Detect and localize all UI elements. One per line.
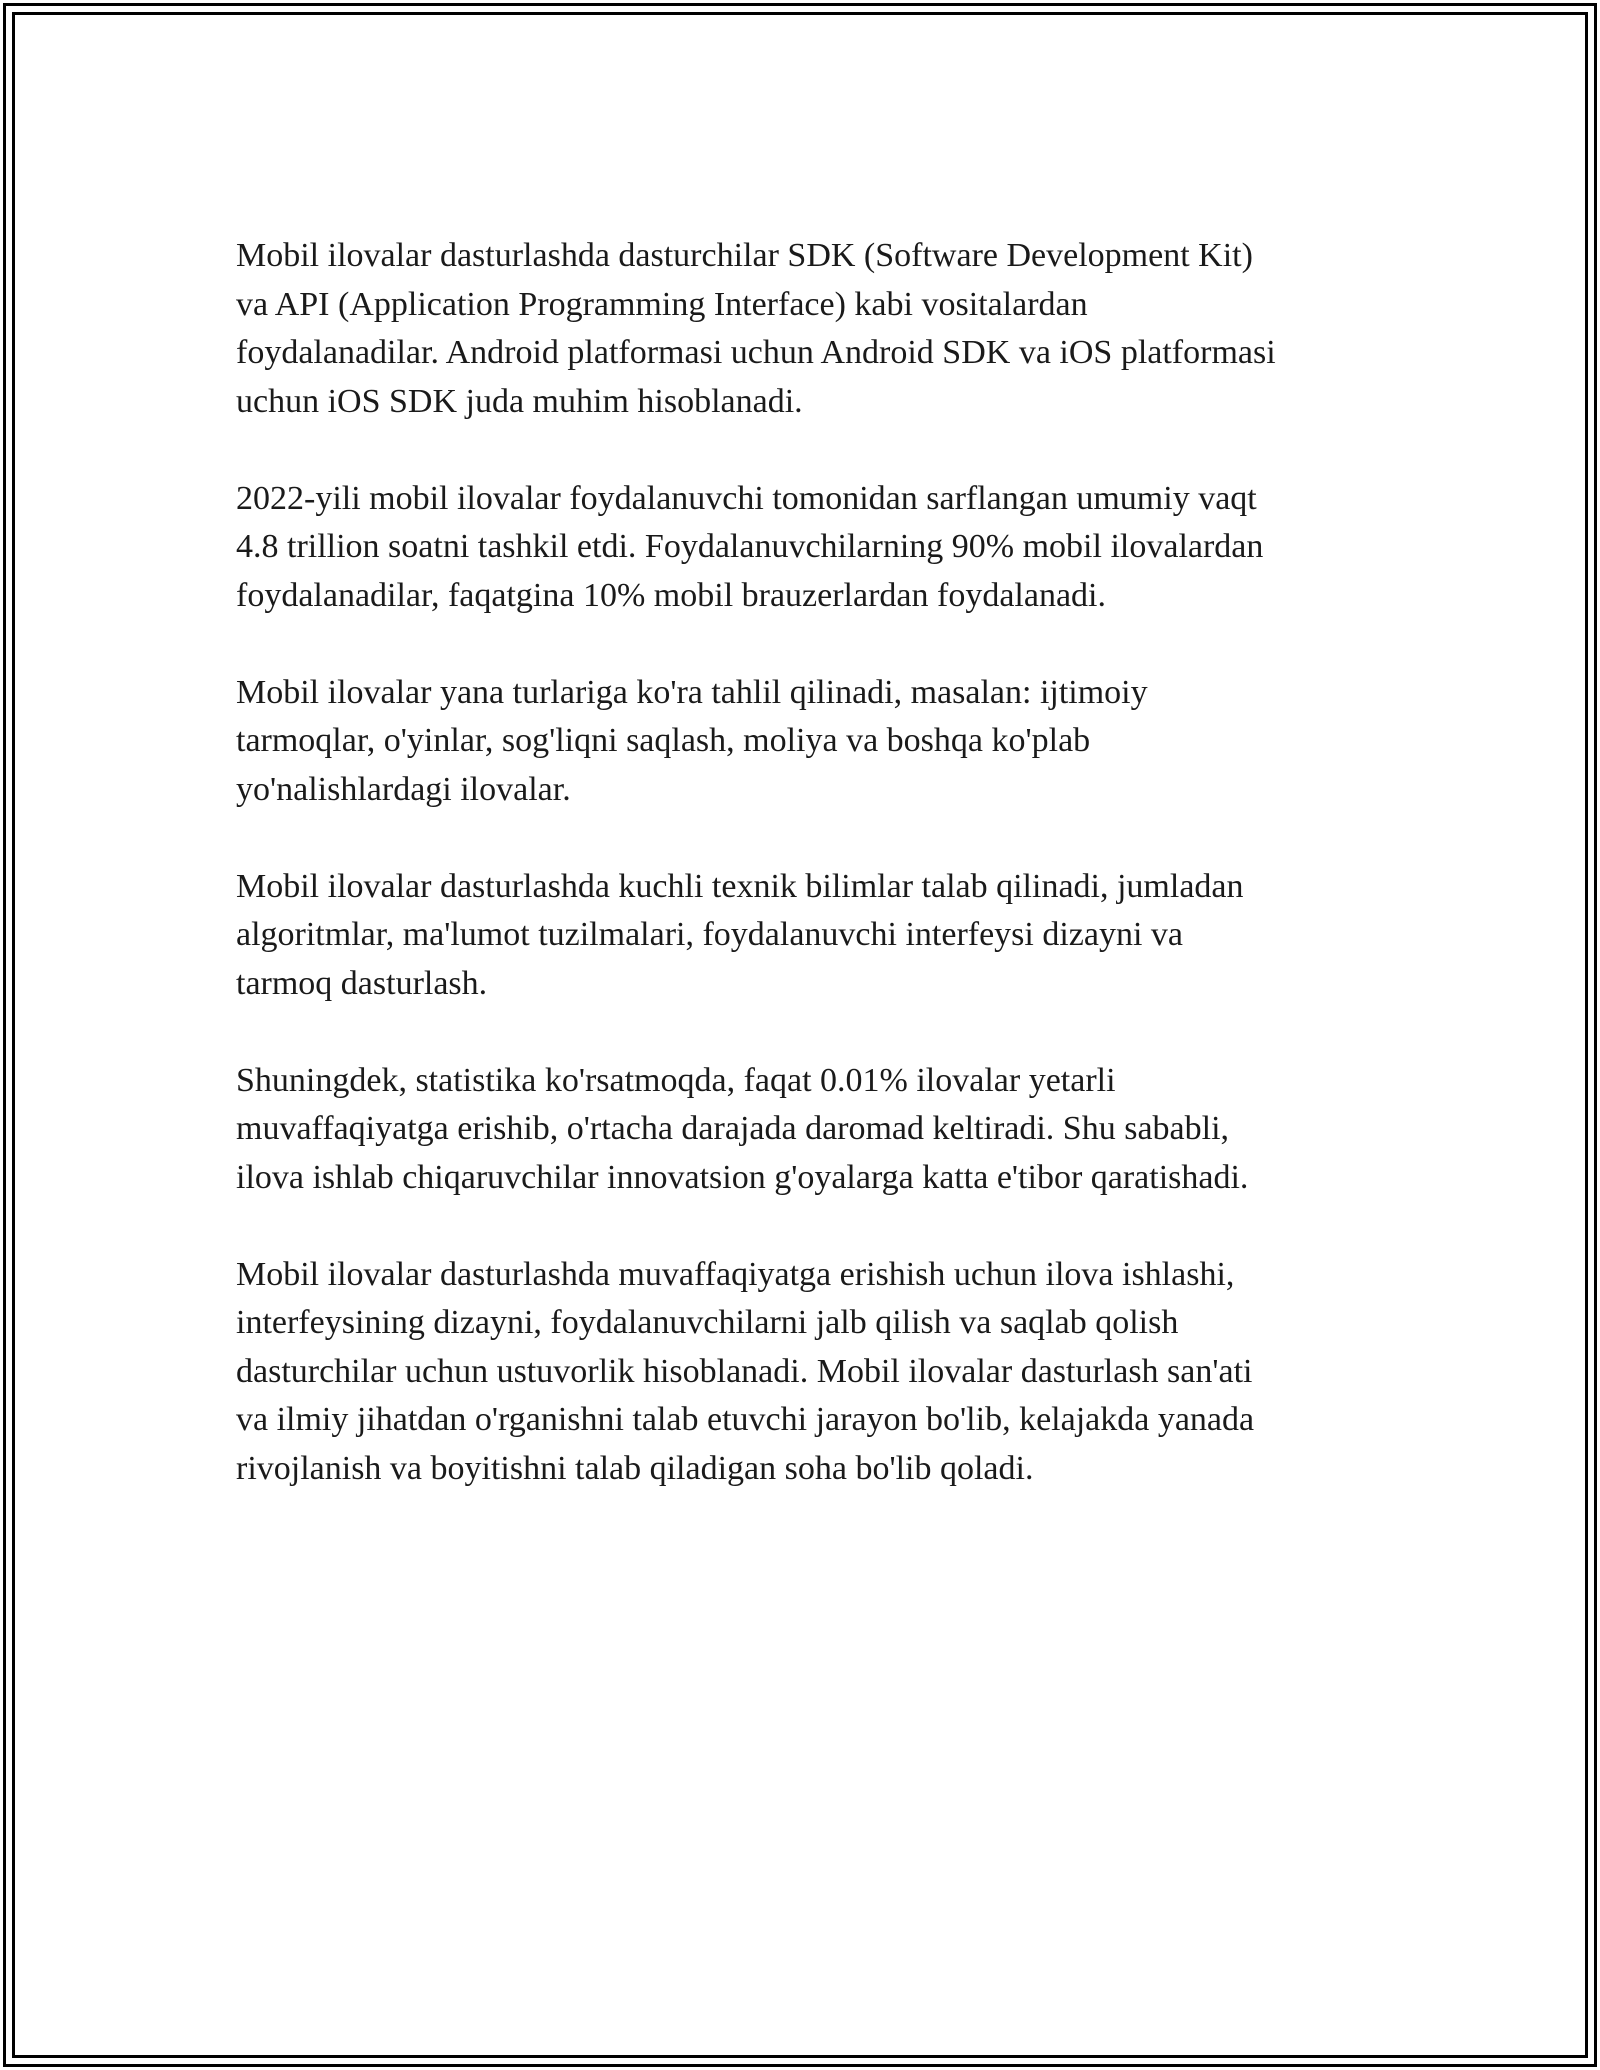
paragraph-app-categories: Mobil ilovalar yana turlariga ko'ra tahlil qilinadi, masalan: ijtimoiy tarmoqlar, o'yinlar, sog'liqni saqlash, moliya va boshqa ko'plab yo'nalishlardagi ilovalar. <box>236 673 1148 808</box>
paragraph-conclusion: Mobil ilovalar dasturlashda muvaffaqiyatga erishish uchun ilova ishlashi, interfeysining dizayni, foydalanuvchilarni jalb qilish va saqlab qolish dasturchilar uchun ustuvorlik hisoblanadi. Mobil ilovalar dasturlash san'ati va ilmiy jihatdan o'rganishni talab etuvchi jarayon bo'lib, kelajakda yanada rivojlanish va boyitishni talab qiladigan soha bo'lib qoladi. <box>236 1255 1255 1487</box>
paragraph-usage-statistics: 2022-yili mobil ilovalar foydalanuvchi tomonidan sarflangan umumiy vaqt 4.8 trillion soatni tashkil etdi. Foydalanuvchilarning 90% mobil ilovalardan foydalanadilar, faqatgina 10% mobil brauzerlardan foydalanadi. <box>236 479 1264 614</box>
paragraph-success-rate: Shuningdek, statistika ko'rsatmoqda, faqat 0.01% ilovalar yetarli muvaffaqiyatga erishib, o'rtacha darajada daromad keltiradi. Shu sababli, ilova ishlab chiqaruvchilar innovatsion g'oyalarga katta e'tibor qaratishadi. <box>236 1061 1249 1196</box>
paragraph-sdk-api: Mobil ilovalar dasturlashda dasturchilar SDK (Software Development Kit) va API (Application Programming Interface) kabi vositalardan foydalanadilar. Android platformasi uchun Android SDK va iOS platformasi uchun iOS SDK juda muhim hisoblanadi. <box>236 237 1276 420</box>
paragraph-technical-skills: Mobil ilovalar dasturlashda kuchli texnik bilimlar talab qilinadi, jumladan algoritmlar, ma'lumot tuzilmalari, foydalanuvchi interfeysi dizayni va tarmoq dasturlash. <box>236 867 1244 1002</box>
document-body <box>236 232 1376 1542</box>
